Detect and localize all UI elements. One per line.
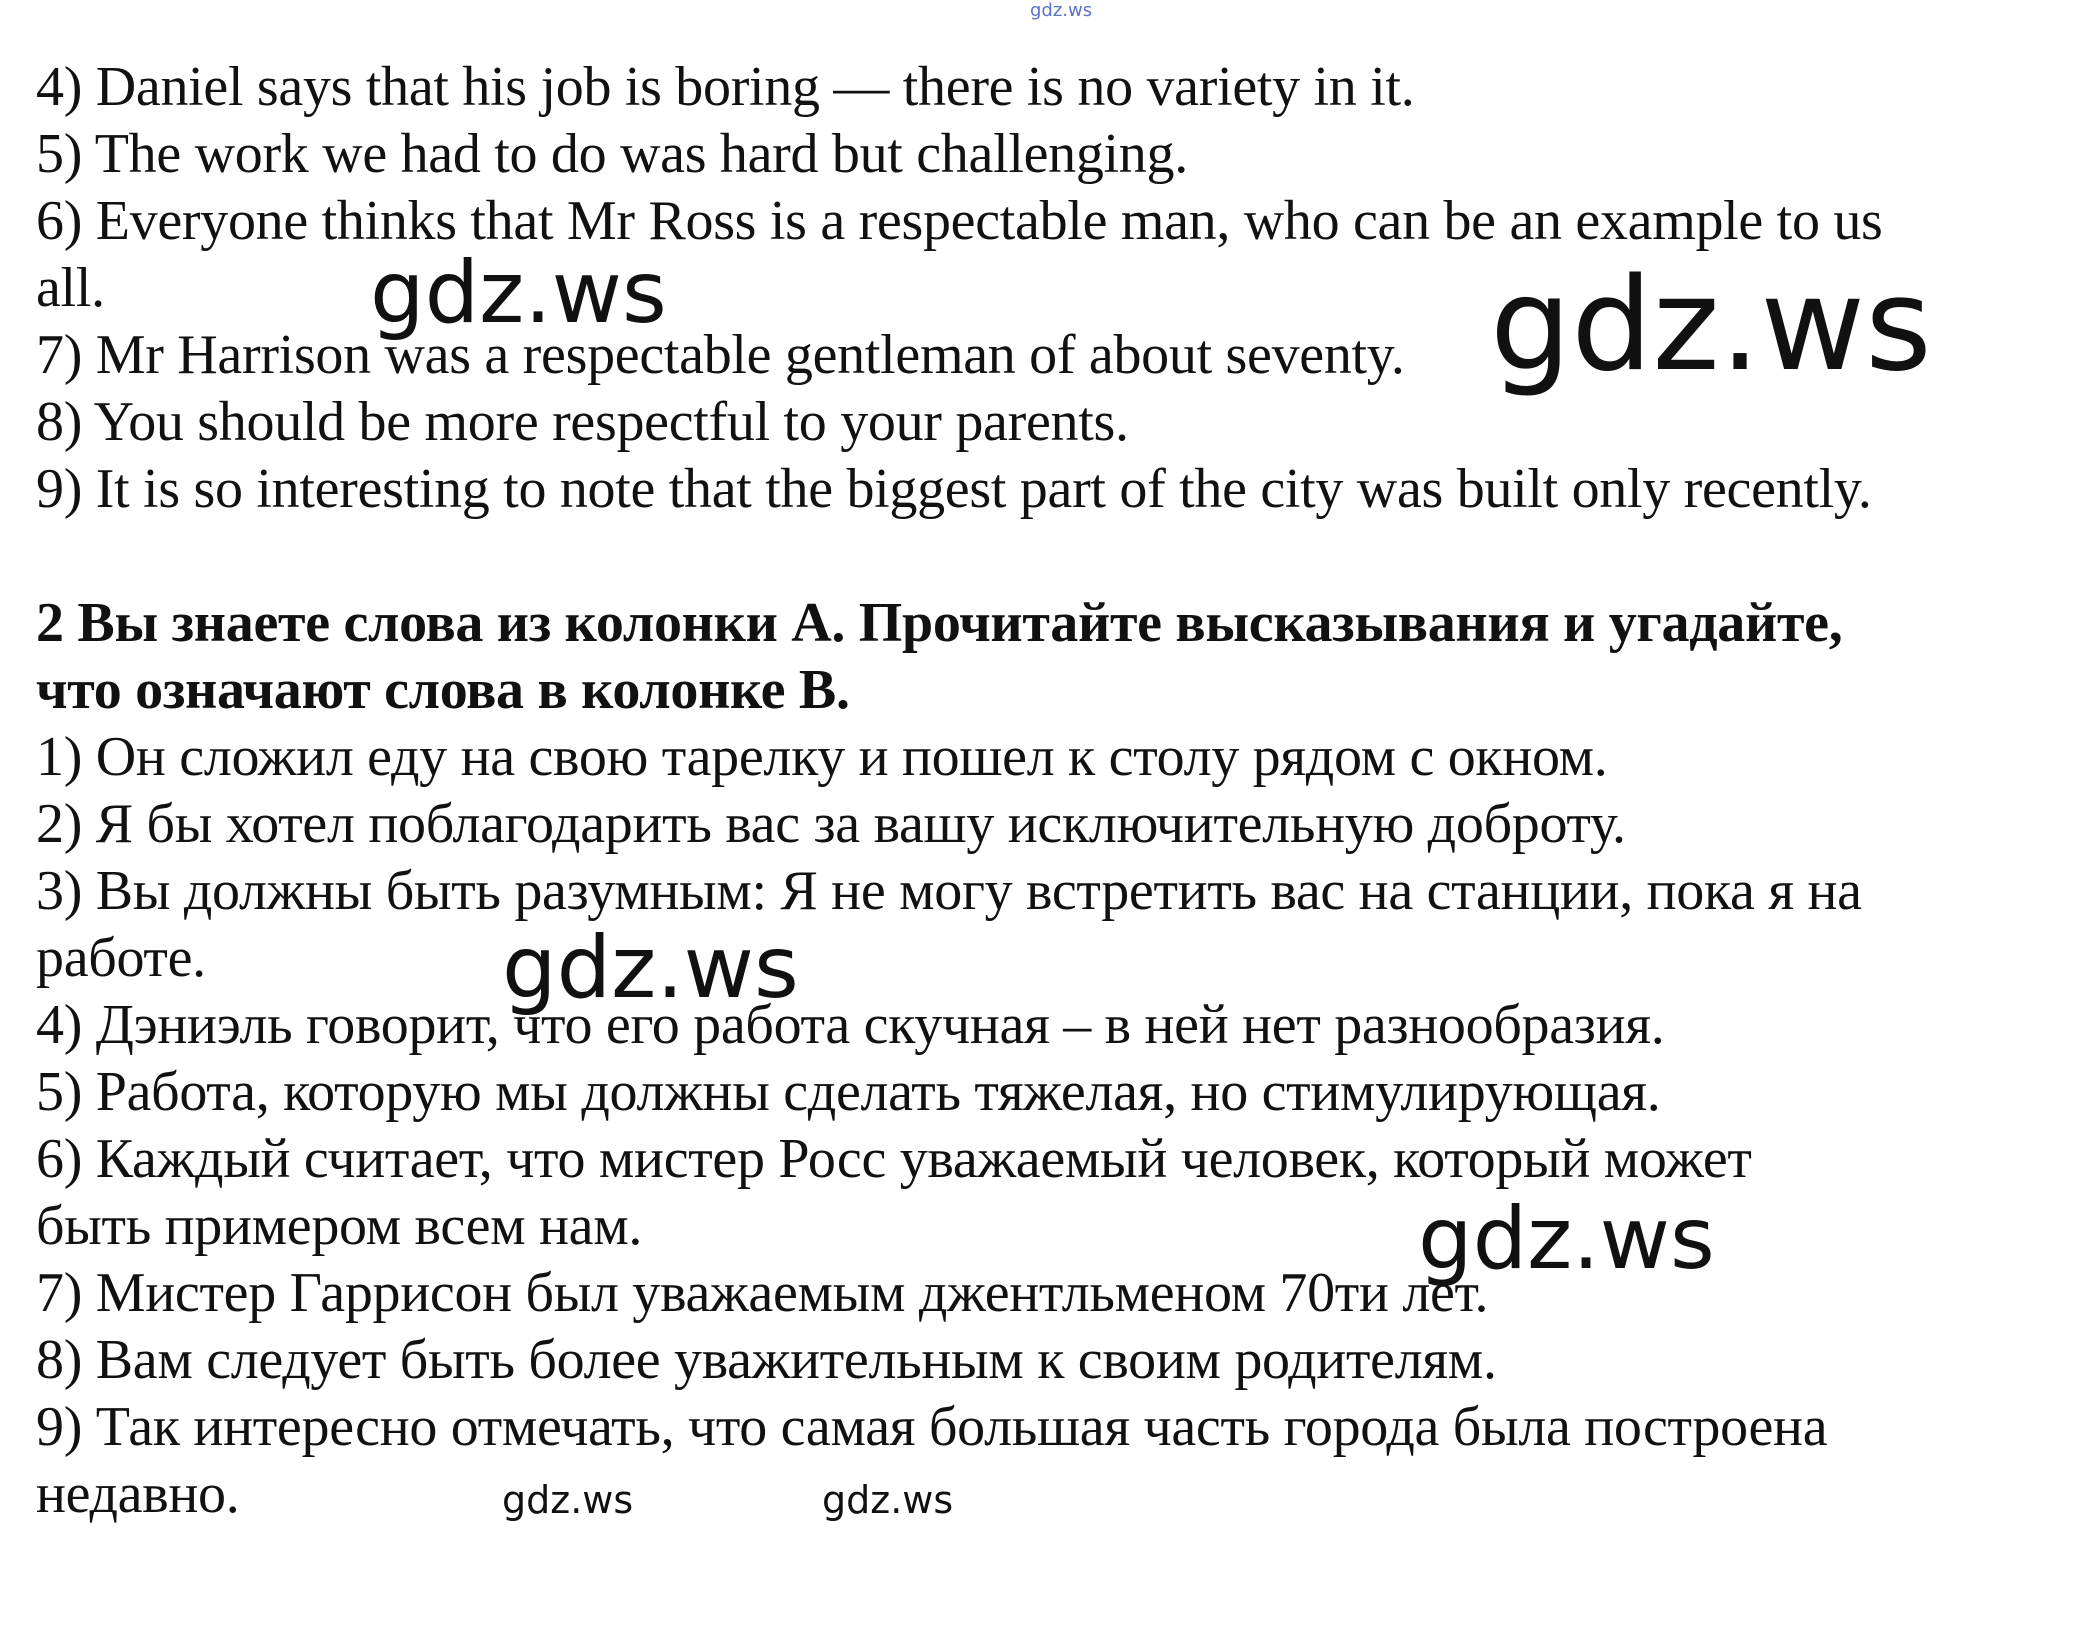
watermark-right-2: gdz.ws (1418, 1189, 1715, 1289)
task2-line-4: 4) Дэниэль говорит, что его работа скучная – в ней нет разнообразия. (36, 994, 1665, 1056)
watermark-left-2: gdz.ws (502, 918, 799, 1018)
watermark-top: gdz.ws (1030, 0, 1093, 21)
watermark-large-right: gdz.ws (1490, 251, 1932, 400)
task2-line-7: 7) Мистер Гаррисон был уважаемым джентльменом 70ти лет. (36, 1262, 1489, 1324)
watermark-bottom-2: gdz.ws (822, 1478, 954, 1522)
task2-heading-line-2: что означают слова в колонке В. (36, 659, 850, 721)
task2-line-5: 5) Работа, которую мы должны сделать тяжелая, но стимулирующая. (36, 1061, 1661, 1123)
english-line-6: 6) Everyone thinks that Mr Ross is a respectable man, who can be an example to us (36, 190, 1883, 252)
task2-line-1: 1) Он сложил еду на свою тарелку и пошел к столу рядом с окном. (36, 726, 1608, 788)
english-line-9: 9) It is so interesting to note that the biggest part of the city was built only recently. (36, 458, 1872, 520)
watermark-left-1: gdz.ws (370, 243, 667, 343)
task2-line-6: 6) Каждый считает, что мистер Росс уважаемый человек, который может (36, 1128, 1752, 1190)
task2-line-3: 3) Вы должны быть разумным: Я не могу встретить вас на станции, пока я на (36, 860, 1862, 922)
task2-line-9-cont: недавно. (36, 1463, 240, 1525)
task2-line-2: 2) Я бы хотел поблагодарить вас за вашу исключительную доброту. (36, 793, 1626, 855)
task2-heading-line-1: 2 Вы знаете слова из колонки А. Прочитайте высказывания и угадайте, (36, 592, 1843, 654)
english-line-5: 5) The work we had to do was hard but challenging. (36, 123, 1188, 185)
english-line-7: 7) Mr Harrison was a respectable gentleman of about seventy. (36, 324, 1405, 386)
watermark-bottom-1: gdz.ws (502, 1478, 634, 1522)
task2-line-3-cont: работе. (36, 927, 206, 989)
english-line-6-cont: all. (36, 257, 105, 319)
task2-line-8: 8) Вам следует быть более уважительным к своим родителям. (36, 1329, 1497, 1391)
english-line-8: 8) You should be more respectful to your parents. (36, 391, 1129, 453)
task2-line-6-cont: быть примером всем нам. (36, 1195, 643, 1257)
english-line-4: 4) Daniel says that his job is boring — there is no variety in it. (36, 56, 1415, 118)
task2-line-9: 9) Так интересно отмечать, что самая большая часть города была построена (36, 1396, 1828, 1458)
